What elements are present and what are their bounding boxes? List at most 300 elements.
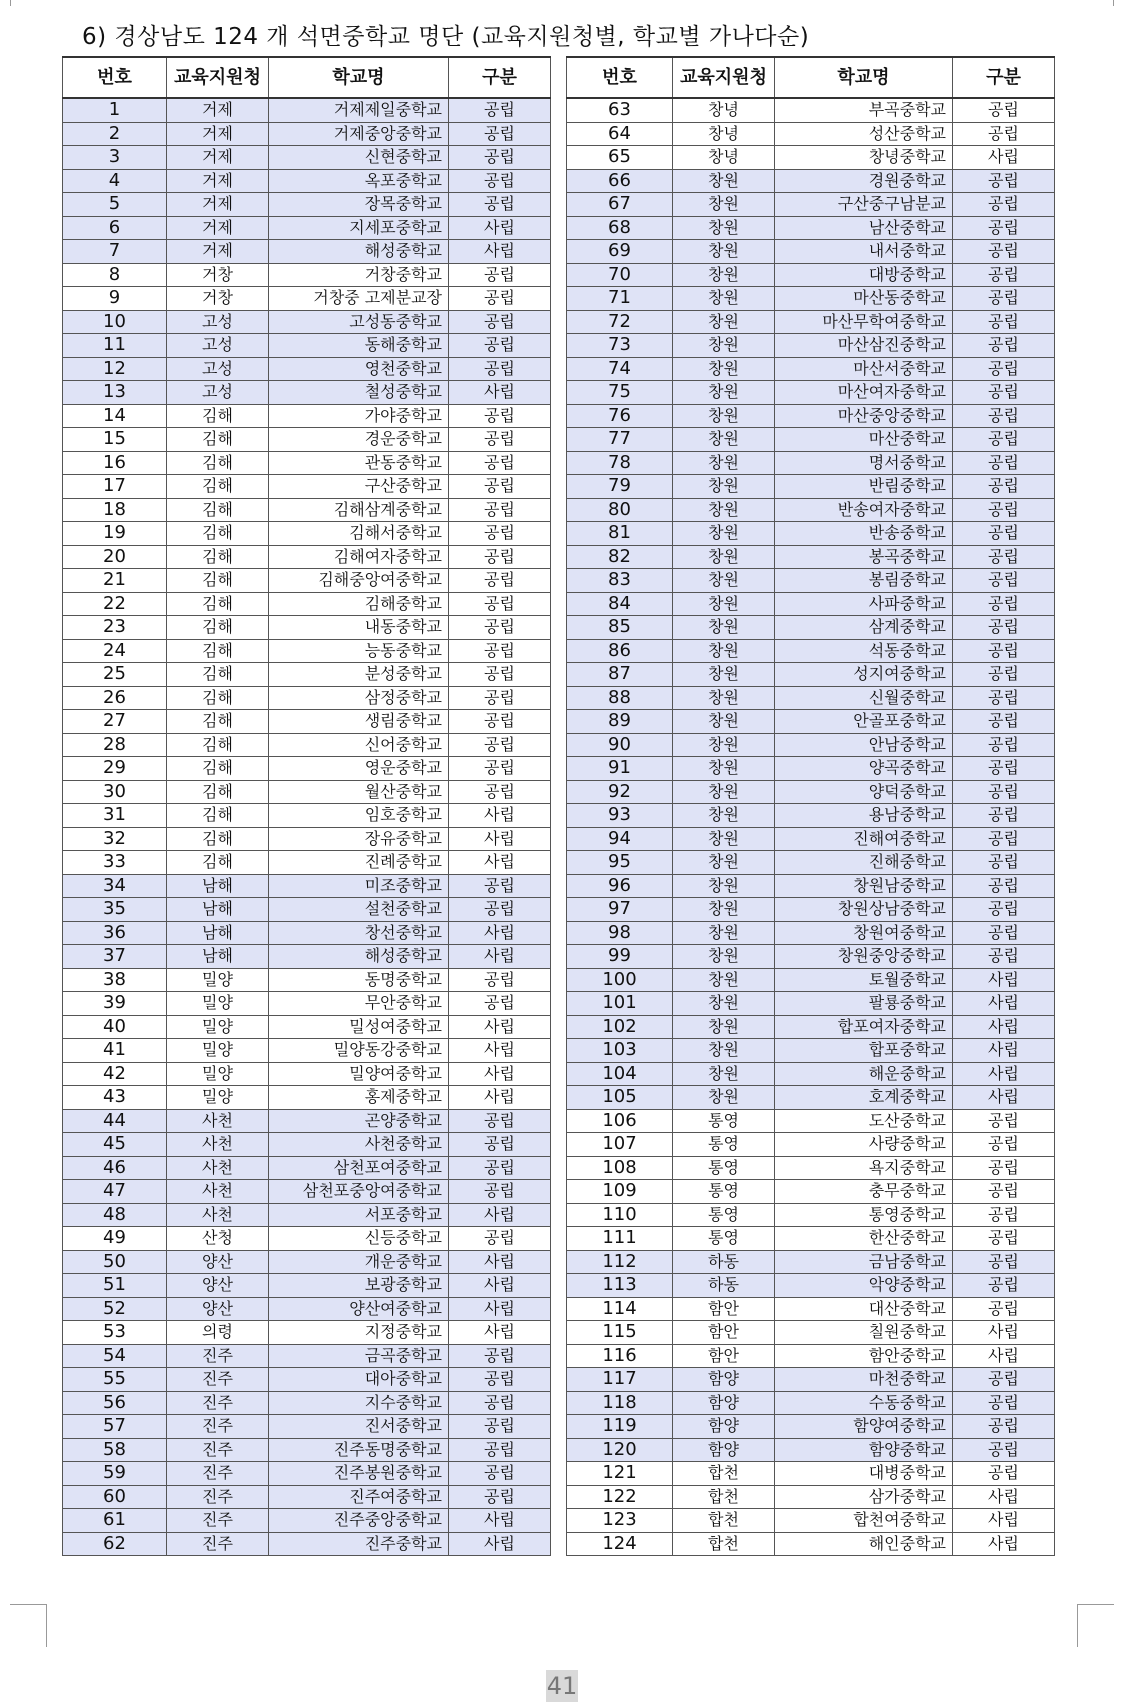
table-row bbox=[63, 1156, 551, 1180]
table-row bbox=[567, 1462, 1055, 1486]
row-number: 18 bbox=[63, 498, 167, 522]
row-office: 김해 bbox=[167, 404, 269, 428]
row-school-name: 보광중학교 bbox=[269, 1274, 449, 1298]
row-number: 65 bbox=[567, 146, 673, 170]
row-office: 사천 bbox=[167, 1156, 269, 1180]
row-school-type: 공립 bbox=[953, 804, 1055, 828]
row-school-type: 사립 bbox=[449, 1274, 551, 1298]
row-school-type: 공립 bbox=[449, 193, 551, 217]
row-number: 122 bbox=[567, 1485, 673, 1509]
table-row bbox=[63, 968, 551, 992]
row-number: 15 bbox=[63, 428, 167, 452]
row-school-name: 봉림중학교 bbox=[775, 569, 953, 593]
row-school-name: 임호중학교 bbox=[269, 804, 449, 828]
table-row bbox=[567, 1250, 1055, 1274]
row-school-type: 공립 bbox=[449, 498, 551, 522]
row-school-type: 공립 bbox=[953, 1391, 1055, 1415]
row-number: 114 bbox=[567, 1297, 673, 1321]
table-row bbox=[567, 522, 1055, 546]
row-school-name: 반림중학교 bbox=[775, 475, 953, 499]
row-office: 창원 bbox=[673, 428, 775, 452]
row-office: 창원 bbox=[673, 1086, 775, 1110]
crop-mark-top-right bbox=[1077, 0, 1114, 6]
row-number: 102 bbox=[567, 1015, 673, 1039]
table-row bbox=[63, 1438, 551, 1462]
row-school-name: 지세포중학교 bbox=[269, 216, 449, 240]
row-school-type: 공립 bbox=[953, 193, 1055, 217]
table-row bbox=[567, 498, 1055, 522]
table-row bbox=[567, 1368, 1055, 1392]
row-office: 김해 bbox=[167, 780, 269, 804]
row-number: 37 bbox=[63, 945, 167, 969]
row-office: 함안 bbox=[673, 1321, 775, 1345]
row-number: 124 bbox=[567, 1532, 673, 1556]
table-row bbox=[63, 498, 551, 522]
row-school-type: 공립 bbox=[953, 522, 1055, 546]
row-office: 양산 bbox=[167, 1250, 269, 1274]
row-school-name: 내서중학교 bbox=[775, 240, 953, 264]
table-row bbox=[567, 381, 1055, 405]
row-number: 118 bbox=[567, 1391, 673, 1415]
row-number: 14 bbox=[63, 404, 167, 428]
row-office: 합천 bbox=[673, 1532, 775, 1556]
row-number: 55 bbox=[63, 1368, 167, 1392]
table-row bbox=[63, 898, 551, 922]
row-office: 고성 bbox=[167, 334, 269, 358]
row-office: 창원 bbox=[673, 921, 775, 945]
row-school-name: 진해여중학교 bbox=[775, 827, 953, 851]
row-school-type: 사립 bbox=[449, 381, 551, 405]
table-row bbox=[567, 1274, 1055, 1298]
row-school-type: 사립 bbox=[449, 1297, 551, 1321]
table-row bbox=[567, 1391, 1055, 1415]
left-school-table bbox=[62, 56, 551, 1556]
row-number: 57 bbox=[63, 1415, 167, 1439]
row-school-name: 창원여중학교 bbox=[775, 921, 953, 945]
table-row bbox=[63, 663, 551, 687]
row-number: 66 bbox=[567, 169, 673, 193]
row-number: 70 bbox=[567, 263, 673, 287]
row-school-name: 김해여자중학교 bbox=[269, 545, 449, 569]
row-number: 24 bbox=[63, 639, 167, 663]
row-office: 진주 bbox=[167, 1485, 269, 1509]
row-school-type: 공립 bbox=[953, 1438, 1055, 1462]
row-office: 진주 bbox=[167, 1368, 269, 1392]
row-office: 거제 bbox=[167, 169, 269, 193]
row-number: 32 bbox=[63, 827, 167, 851]
row-number: 43 bbox=[63, 1086, 167, 1110]
row-number: 85 bbox=[567, 616, 673, 640]
row-office: 진주 bbox=[167, 1462, 269, 1486]
row-office: 밀양 bbox=[167, 968, 269, 992]
table-row bbox=[63, 1297, 551, 1321]
table-row bbox=[567, 334, 1055, 358]
row-office: 김해 bbox=[167, 475, 269, 499]
row-school-type: 공립 bbox=[953, 357, 1055, 381]
table-row bbox=[567, 193, 1055, 217]
row-number: 52 bbox=[63, 1297, 167, 1321]
row-number: 73 bbox=[567, 334, 673, 358]
row-school-type: 사립 bbox=[953, 1015, 1055, 1039]
table-row bbox=[63, 169, 551, 193]
row-school-type: 사립 bbox=[449, 1015, 551, 1039]
row-school-name: 장목중학교 bbox=[269, 193, 449, 217]
row-number: 6 bbox=[63, 216, 167, 240]
row-school-type: 공립 bbox=[953, 169, 1055, 193]
row-school-name: 도산중학교 bbox=[775, 1109, 953, 1133]
row-school-type: 사립 bbox=[449, 1509, 551, 1533]
row-number: 16 bbox=[63, 451, 167, 475]
row-school-name: 마천중학교 bbox=[775, 1368, 953, 1392]
row-office: 거제 bbox=[167, 240, 269, 264]
row-number: 17 bbox=[63, 475, 167, 499]
row-number: 54 bbox=[63, 1344, 167, 1368]
row-school-name: 명서중학교 bbox=[775, 451, 953, 475]
row-office: 사천 bbox=[167, 1180, 269, 1204]
row-school-type: 공립 bbox=[953, 663, 1055, 687]
table-row bbox=[63, 569, 551, 593]
table-row bbox=[567, 1039, 1055, 1063]
row-office: 밀양 bbox=[167, 1039, 269, 1063]
row-school-type: 공립 bbox=[449, 898, 551, 922]
row-office: 고성 bbox=[167, 381, 269, 405]
row-school-name: 함양중학교 bbox=[775, 1438, 953, 1462]
row-school-type: 공립 bbox=[953, 287, 1055, 311]
row-school-name: 한산중학교 bbox=[775, 1227, 953, 1251]
row-number: 59 bbox=[63, 1462, 167, 1486]
row-school-name: 김해중앙여중학교 bbox=[269, 569, 449, 593]
row-school-type: 공립 bbox=[449, 733, 551, 757]
row-school-name: 김해서중학교 bbox=[269, 522, 449, 546]
row-number: 22 bbox=[63, 592, 167, 616]
table-row bbox=[63, 827, 551, 851]
row-office: 함안 bbox=[673, 1344, 775, 1368]
row-number: 60 bbox=[63, 1485, 167, 1509]
row-school-type: 사립 bbox=[953, 1039, 1055, 1063]
row-school-type: 공립 bbox=[449, 592, 551, 616]
row-office: 창원 bbox=[673, 827, 775, 851]
row-school-type: 공립 bbox=[953, 98, 1055, 122]
row-office: 산청 bbox=[167, 1227, 269, 1251]
row-number: 36 bbox=[63, 921, 167, 945]
row-number: 10 bbox=[63, 310, 167, 334]
row-school-type: 공립 bbox=[953, 1133, 1055, 1157]
row-school-name: 신현중학교 bbox=[269, 146, 449, 170]
row-number: 42 bbox=[63, 1062, 167, 1086]
table-row bbox=[567, 616, 1055, 640]
row-number: 69 bbox=[567, 240, 673, 264]
row-number: 12 bbox=[63, 357, 167, 381]
table-row bbox=[63, 1015, 551, 1039]
row-school-name: 남산중학교 bbox=[775, 216, 953, 240]
row-number: 111 bbox=[567, 1227, 673, 1251]
table-row bbox=[63, 1485, 551, 1509]
row-office: 김해 bbox=[167, 616, 269, 640]
row-school-name: 금남중학교 bbox=[775, 1250, 953, 1274]
row-office: 합천 bbox=[673, 1509, 775, 1533]
row-school-name: 칠원중학교 bbox=[775, 1321, 953, 1345]
table-row bbox=[567, 639, 1055, 663]
row-office: 하동 bbox=[673, 1250, 775, 1274]
row-school-type: 공립 bbox=[449, 686, 551, 710]
table-row bbox=[567, 1344, 1055, 1368]
row-number: 33 bbox=[63, 851, 167, 875]
row-number: 44 bbox=[63, 1109, 167, 1133]
row-number: 103 bbox=[567, 1039, 673, 1063]
row-office: 함안 bbox=[673, 1297, 775, 1321]
row-school-type: 공립 bbox=[953, 240, 1055, 264]
row-school-name: 영천중학교 bbox=[269, 357, 449, 381]
crop-mark-bottom-left bbox=[10, 1604, 47, 1647]
row-office: 창원 bbox=[673, 639, 775, 663]
header-office: 교육지원청 bbox=[167, 57, 269, 98]
row-number: 107 bbox=[567, 1133, 673, 1157]
row-number: 88 bbox=[567, 686, 673, 710]
table-row bbox=[567, 404, 1055, 428]
row-school-type: 공립 bbox=[953, 757, 1055, 781]
row-school-type: 공립 bbox=[953, 404, 1055, 428]
table-row bbox=[567, 827, 1055, 851]
row-school-type: 사립 bbox=[449, 1250, 551, 1274]
table-row bbox=[63, 616, 551, 640]
row-school-name: 월산중학교 bbox=[269, 780, 449, 804]
row-school-name: 부곡중학교 bbox=[775, 98, 953, 122]
row-number: 4 bbox=[63, 169, 167, 193]
row-number: 28 bbox=[63, 733, 167, 757]
row-school-name: 성산중학교 bbox=[775, 122, 953, 146]
row-office: 밀양 bbox=[167, 1015, 269, 1039]
row-office: 김해 bbox=[167, 851, 269, 875]
row-number: 9 bbox=[63, 287, 167, 311]
row-school-name: 장유중학교 bbox=[269, 827, 449, 851]
table-row bbox=[567, 475, 1055, 499]
row-school-name: 양곡중학교 bbox=[775, 757, 953, 781]
row-school-name: 토월중학교 bbox=[775, 968, 953, 992]
row-office: 김해 bbox=[167, 663, 269, 687]
row-number: 25 bbox=[63, 663, 167, 687]
row-number: 48 bbox=[63, 1203, 167, 1227]
row-school-name: 금곡중학교 bbox=[269, 1344, 449, 1368]
row-school-type: 공립 bbox=[449, 968, 551, 992]
row-school-name: 삼가중학교 bbox=[775, 1485, 953, 1509]
row-number: 30 bbox=[63, 780, 167, 804]
left-table-header-row bbox=[63, 57, 551, 98]
row-school-name: 마산동중학교 bbox=[775, 287, 953, 311]
row-school-name: 양산여중학교 bbox=[269, 1297, 449, 1321]
table-row bbox=[567, 1415, 1055, 1439]
row-school-type: 공립 bbox=[953, 1415, 1055, 1439]
row-office: 남해 bbox=[167, 921, 269, 945]
row-school-type: 사립 bbox=[953, 1509, 1055, 1533]
row-office: 통영 bbox=[673, 1156, 775, 1180]
table-row bbox=[63, 710, 551, 734]
row-school-name: 고성동중학교 bbox=[269, 310, 449, 334]
table-row bbox=[63, 1368, 551, 1392]
row-school-type: 공립 bbox=[953, 639, 1055, 663]
table-row bbox=[63, 357, 551, 381]
page-title: 6) 경상남도 124 개 석면중학교 명단 (교육지원청별, 학교별 가나다순) bbox=[82, 24, 810, 50]
row-school-type: 공립 bbox=[449, 780, 551, 804]
row-school-name: 해인중학교 bbox=[775, 1532, 953, 1556]
row-number: 7 bbox=[63, 240, 167, 264]
table-row bbox=[63, 1109, 551, 1133]
row-office: 김해 bbox=[167, 451, 269, 475]
row-school-name: 마산여자중학교 bbox=[775, 381, 953, 405]
row-school-name: 사천중학교 bbox=[269, 1133, 449, 1157]
row-number: 95 bbox=[567, 851, 673, 875]
row-office: 거창 bbox=[167, 287, 269, 311]
row-office: 김해 bbox=[167, 827, 269, 851]
row-school-type: 공립 bbox=[449, 475, 551, 499]
table-row bbox=[63, 1391, 551, 1415]
row-school-type: 공립 bbox=[449, 992, 551, 1016]
row-school-name: 능동중학교 bbox=[269, 639, 449, 663]
table-row bbox=[567, 686, 1055, 710]
table-row bbox=[63, 146, 551, 170]
row-number: 29 bbox=[63, 757, 167, 781]
row-office: 김해 bbox=[167, 498, 269, 522]
row-office: 창원 bbox=[673, 592, 775, 616]
row-office: 창원 bbox=[673, 874, 775, 898]
right-table-body bbox=[567, 98, 1055, 1556]
row-number: 38 bbox=[63, 968, 167, 992]
row-school-name: 삼천포여중학교 bbox=[269, 1156, 449, 1180]
row-school-type: 공립 bbox=[953, 216, 1055, 240]
row-number: 58 bbox=[63, 1438, 167, 1462]
row-school-name: 대산중학교 bbox=[775, 1297, 953, 1321]
row-school-type: 사립 bbox=[953, 146, 1055, 170]
row-office: 김해 bbox=[167, 710, 269, 734]
row-number: 83 bbox=[567, 569, 673, 593]
row-school-name: 통영중학교 bbox=[775, 1203, 953, 1227]
row-school-type: 공립 bbox=[449, 522, 551, 546]
row-school-type: 공립 bbox=[953, 780, 1055, 804]
row-office: 함양 bbox=[673, 1438, 775, 1462]
row-office: 거제 bbox=[167, 146, 269, 170]
row-school-name: 진주여중학교 bbox=[269, 1485, 449, 1509]
row-office: 창원 bbox=[673, 968, 775, 992]
row-office: 창원 bbox=[673, 169, 775, 193]
row-number: 34 bbox=[63, 874, 167, 898]
table-row bbox=[567, 968, 1055, 992]
row-number: 77 bbox=[567, 428, 673, 452]
right-school-table bbox=[566, 56, 1055, 1556]
table-row bbox=[63, 98, 551, 122]
row-school-name: 안남중학교 bbox=[775, 733, 953, 757]
row-number: 76 bbox=[567, 404, 673, 428]
row-school-type: 공립 bbox=[449, 122, 551, 146]
row-school-type: 공립 bbox=[953, 945, 1055, 969]
row-number: 123 bbox=[567, 1509, 673, 1533]
row-school-name: 호계중학교 bbox=[775, 1086, 953, 1110]
table-row bbox=[63, 992, 551, 1016]
row-number: 20 bbox=[63, 545, 167, 569]
row-school-name: 마산무학여중학교 bbox=[775, 310, 953, 334]
table-row bbox=[567, 569, 1055, 593]
table-row bbox=[567, 1438, 1055, 1462]
row-office: 창원 bbox=[673, 287, 775, 311]
row-school-name: 창원남중학교 bbox=[775, 874, 953, 898]
row-school-type: 공립 bbox=[449, 1227, 551, 1251]
table-row bbox=[567, 757, 1055, 781]
table-row bbox=[63, 334, 551, 358]
row-school-name: 봉곡중학교 bbox=[775, 545, 953, 569]
row-school-type: 공립 bbox=[449, 1485, 551, 1509]
row-office: 남해 bbox=[167, 874, 269, 898]
row-office: 창원 bbox=[673, 1039, 775, 1063]
table-row bbox=[567, 357, 1055, 381]
row-school-type: 공립 bbox=[449, 1344, 551, 1368]
row-school-name: 개운중학교 bbox=[269, 1250, 449, 1274]
row-office: 통영 bbox=[673, 1180, 775, 1204]
row-school-name: 삼계중학교 bbox=[775, 616, 953, 640]
row-number: 67 bbox=[567, 193, 673, 217]
row-school-name: 김해삼계중학교 bbox=[269, 498, 449, 522]
left-table-body bbox=[63, 98, 551, 1556]
row-school-type: 공립 bbox=[449, 310, 551, 334]
row-school-type: 공립 bbox=[953, 616, 1055, 640]
row-number: 11 bbox=[63, 334, 167, 358]
row-school-type: 공립 bbox=[953, 1109, 1055, 1133]
table-row bbox=[63, 1062, 551, 1086]
row-school-type: 사립 bbox=[449, 1062, 551, 1086]
row-number: 113 bbox=[567, 1274, 673, 1298]
row-office: 진주 bbox=[167, 1532, 269, 1556]
table-row bbox=[567, 663, 1055, 687]
row-number: 13 bbox=[63, 381, 167, 405]
table-row bbox=[63, 851, 551, 875]
row-office: 창원 bbox=[673, 1062, 775, 1086]
row-school-type: 공립 bbox=[449, 757, 551, 781]
row-school-name: 진주중앙중학교 bbox=[269, 1509, 449, 1533]
row-number: 53 bbox=[63, 1321, 167, 1345]
row-school-type: 공립 bbox=[449, 616, 551, 640]
row-number: 23 bbox=[63, 616, 167, 640]
row-school-name: 가야중학교 bbox=[269, 404, 449, 428]
row-number: 51 bbox=[63, 1274, 167, 1298]
row-office: 진주 bbox=[167, 1438, 269, 1462]
row-school-type: 공립 bbox=[953, 921, 1055, 945]
row-office: 창원 bbox=[673, 780, 775, 804]
row-school-type: 사립 bbox=[449, 216, 551, 240]
table-row bbox=[567, 780, 1055, 804]
row-school-name: 거제중앙중학교 bbox=[269, 122, 449, 146]
row-office: 거창 bbox=[167, 263, 269, 287]
row-school-name: 설천중학교 bbox=[269, 898, 449, 922]
row-office: 통영 bbox=[673, 1133, 775, 1157]
row-office: 김해 bbox=[167, 804, 269, 828]
row-office: 거제 bbox=[167, 216, 269, 240]
row-school-type: 공립 bbox=[953, 263, 1055, 287]
row-school-type: 공립 bbox=[449, 169, 551, 193]
table-row bbox=[567, 733, 1055, 757]
row-school-type: 공립 bbox=[953, 898, 1055, 922]
header-school: 학교명 bbox=[775, 57, 953, 98]
table-row bbox=[63, 287, 551, 311]
row-office: 통영 bbox=[673, 1109, 775, 1133]
row-office: 함양 bbox=[673, 1368, 775, 1392]
row-number: 78 bbox=[567, 451, 673, 475]
row-number: 5 bbox=[63, 193, 167, 217]
row-school-type: 공립 bbox=[449, 451, 551, 475]
row-school-type: 공립 bbox=[953, 851, 1055, 875]
row-number: 97 bbox=[567, 898, 673, 922]
row-office: 창원 bbox=[673, 992, 775, 1016]
row-school-type: 공립 bbox=[953, 475, 1055, 499]
row-school-type: 공립 bbox=[953, 592, 1055, 616]
row-school-name: 창원중앙중학교 bbox=[775, 945, 953, 969]
table-row bbox=[567, 216, 1055, 240]
